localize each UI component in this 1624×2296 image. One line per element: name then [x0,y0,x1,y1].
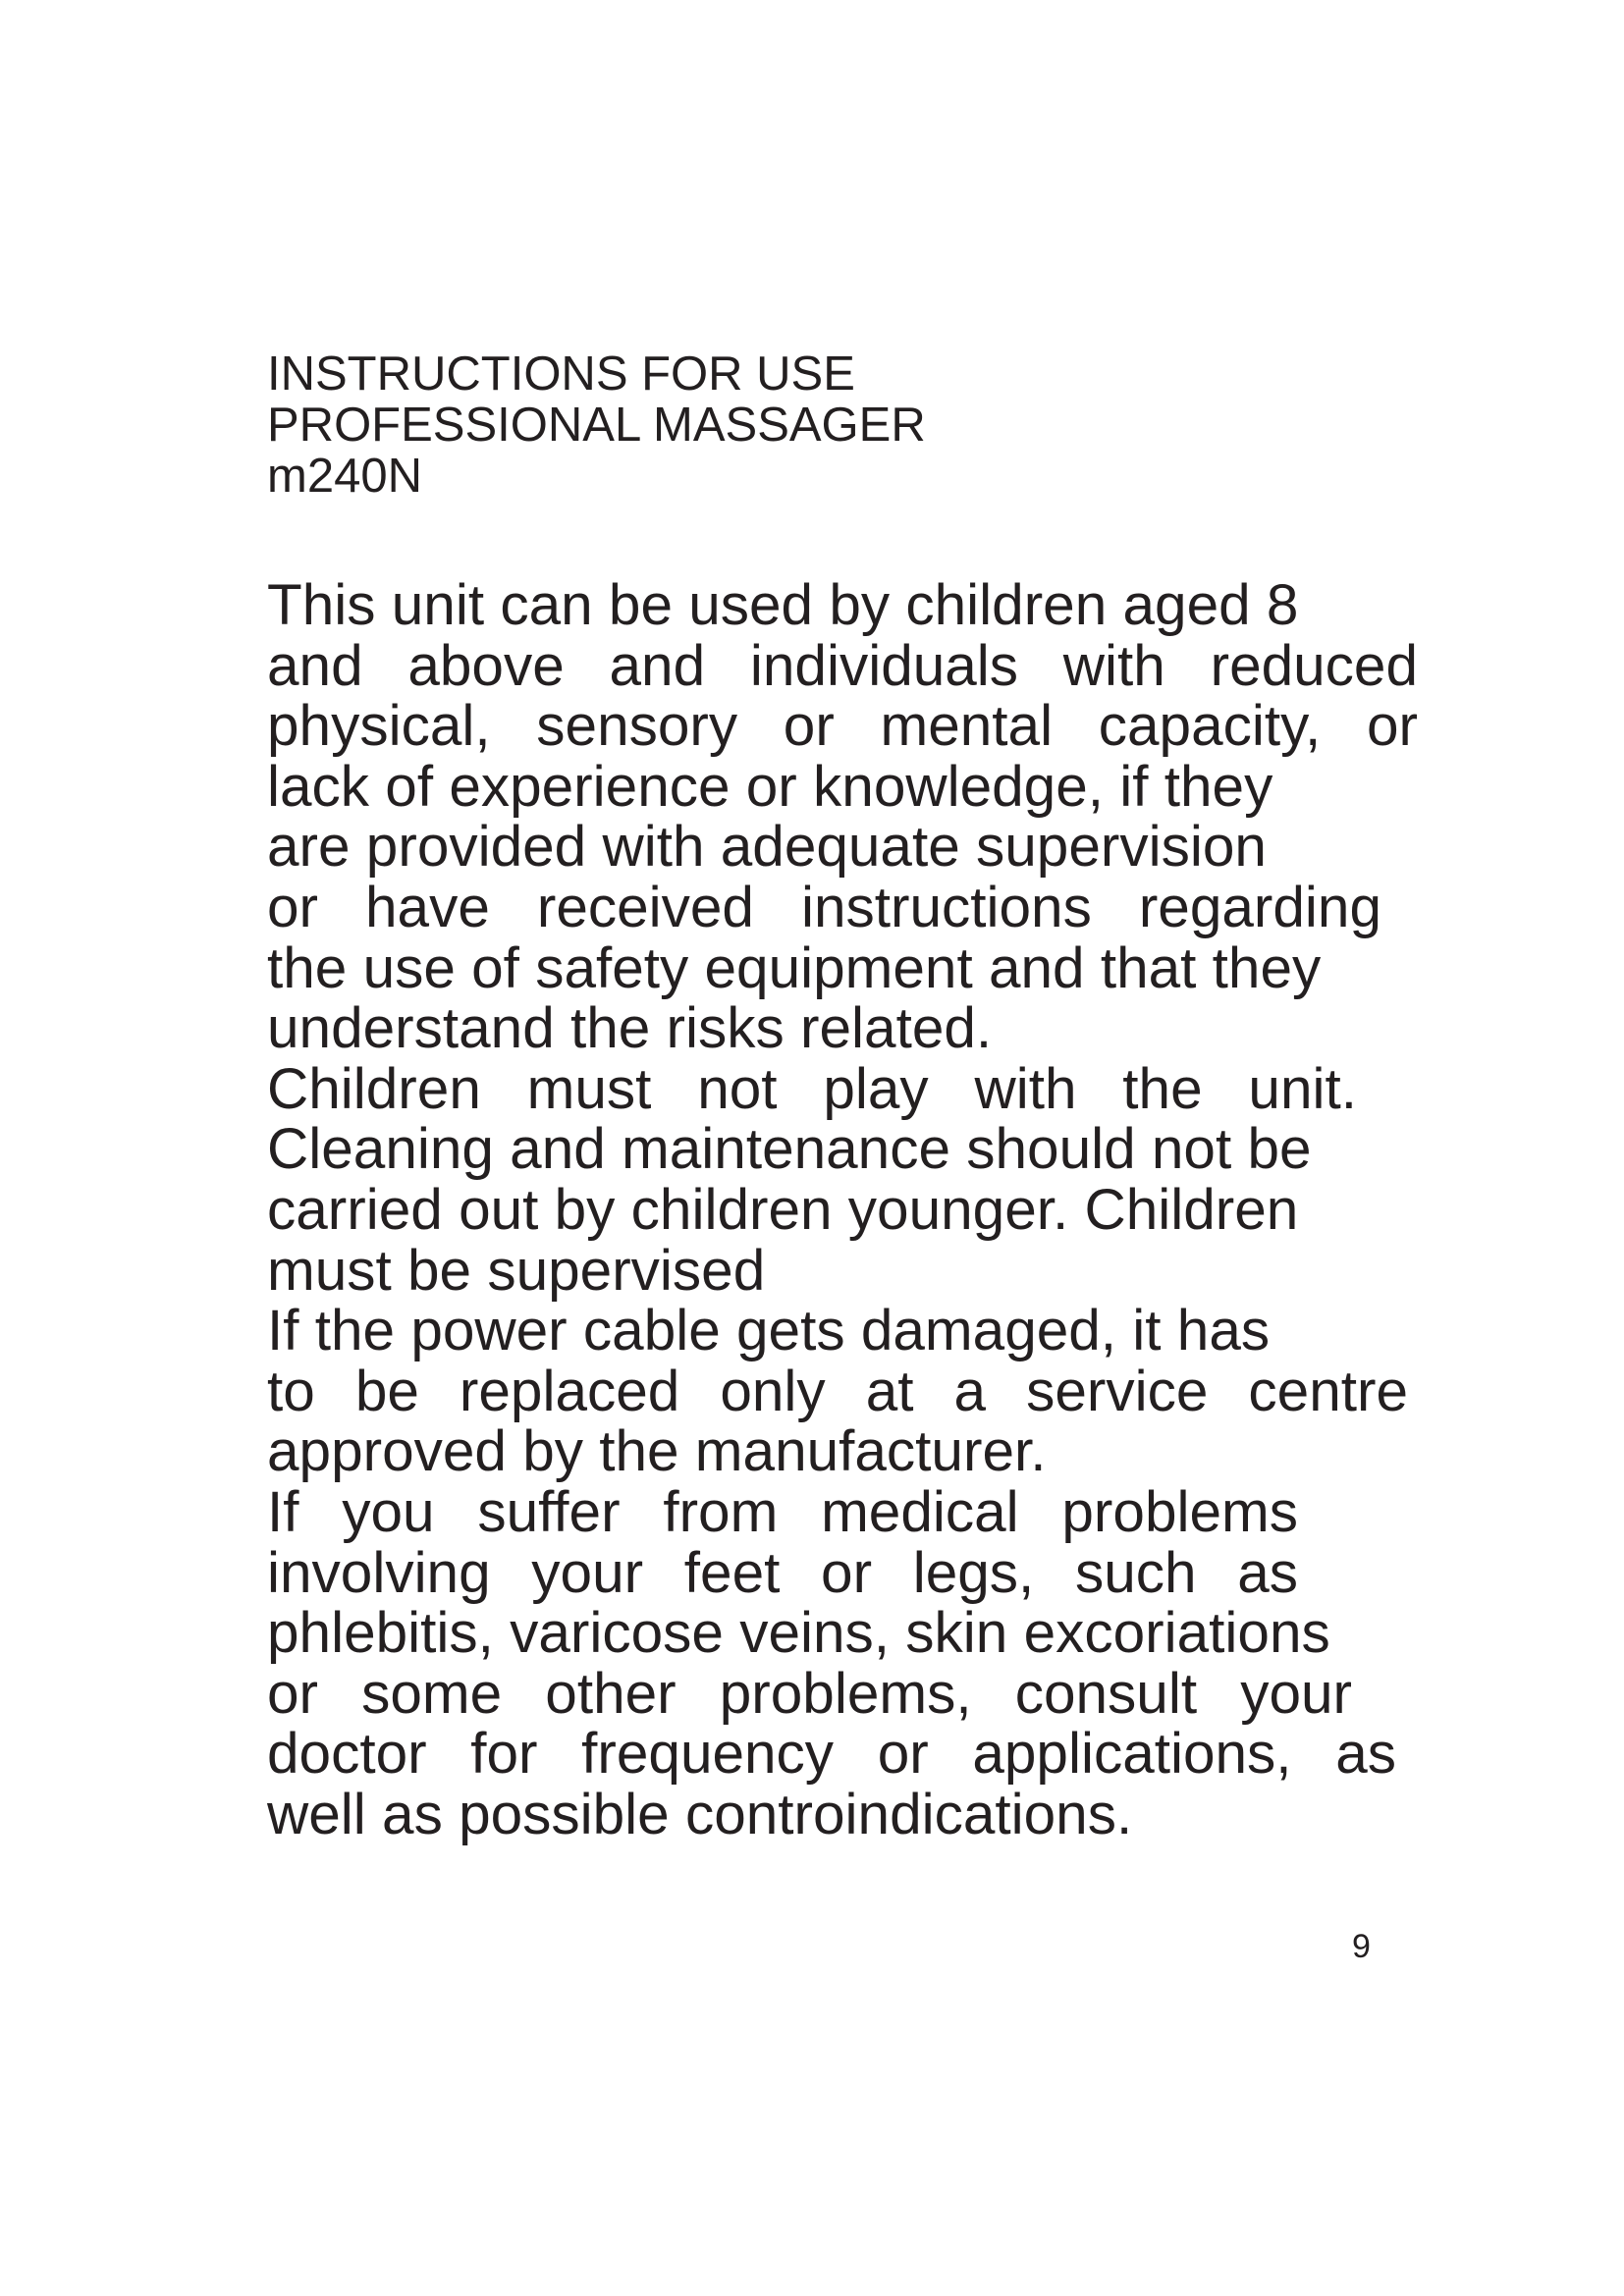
body-line: Cleaning and maintenance should not be [267,1117,1312,1182]
page-number: 9 [1352,1928,1371,1965]
body-line: well as possible controindications. [267,1782,1133,1846]
body-line: If the power cable gets damaged, it has [267,1299,1271,1363]
body-line: lack of experience or knowledge, if they [267,754,1273,819]
body-line: are provided with adequate supervision [267,815,1267,880]
header-title: INSTRUCTIONS FOR USE [267,347,855,400]
document-header [267,348,926,502]
body-line: approved by the manufacturer. [267,1419,1047,1484]
body-line: the use of safety equipment and that they [267,935,1322,1000]
header-model-number: m240N [267,450,422,503]
body-line: phlebitis, varicose veins, skin excoriations [267,1601,1330,1666]
body-line: or have received instructions regarding [267,875,1381,939]
body-line: This unit can be used by children aged 8 [267,573,1299,637]
body-line: physical, sensory or mental capacity, or [267,694,1418,759]
instructions-body [267,575,1418,1844]
header-product-name: PROFESSIONAL MASSAGER [267,399,926,452]
body-line: understand the risks related. [267,996,993,1061]
body-line: doctor for frequency or applications, as [267,1722,1396,1787]
body-line: involving your feet or legs, such as [267,1540,1298,1605]
body-line: If you suffer from medical problems [267,1479,1298,1544]
body-line: must be supervised [267,1238,766,1303]
body-line: Children must not play with the unit. [267,1056,1357,1121]
body-line: carried out by children younger. Children [267,1177,1299,1242]
body-line: and above and individuals with reduced [267,633,1418,698]
body-line: to be replaced only at a service centre [267,1359,1408,1423]
body-line: or some other problems, consult your [267,1661,1352,1726]
